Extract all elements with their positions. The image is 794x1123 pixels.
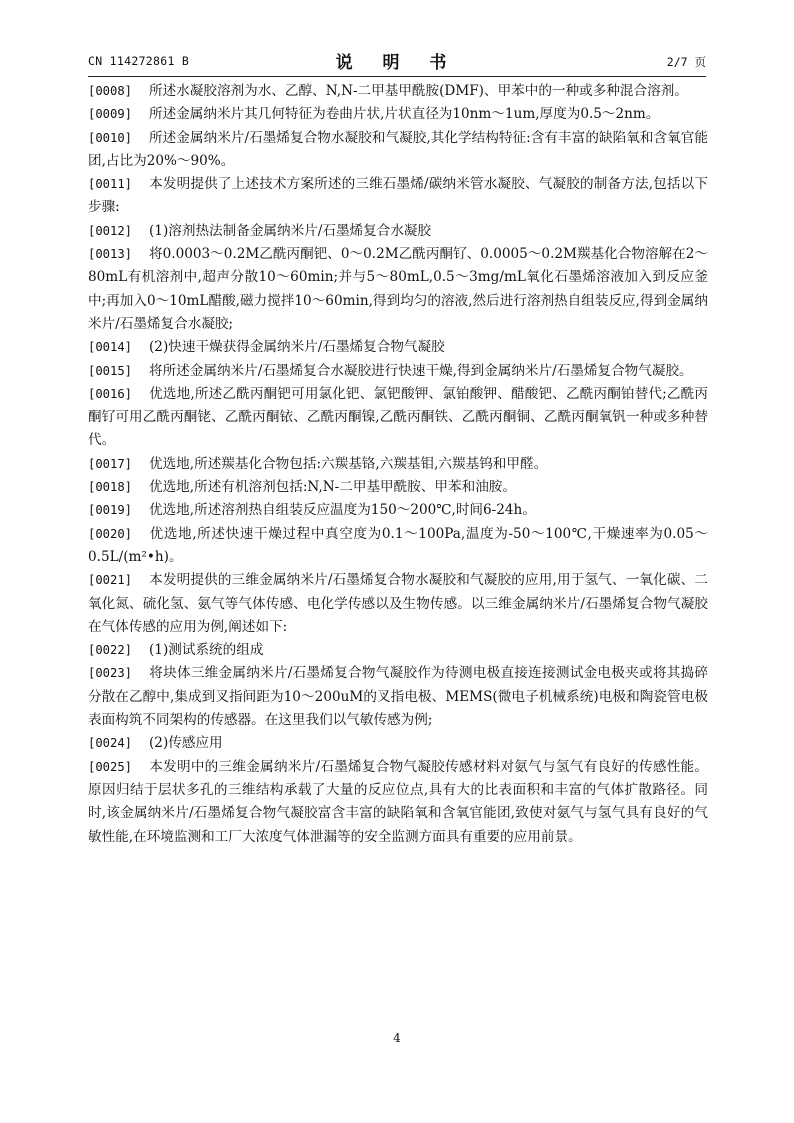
paragraph-number: [0011] (88, 177, 133, 192)
paragraph-number: [0021] (88, 573, 133, 588)
paragraph-0019 (88, 499, 708, 522)
document-body (88, 80, 708, 849)
paragraph-number: [0010] (88, 130, 133, 145)
paragraph-number: [0012] (88, 223, 133, 238)
paragraph-0015 (88, 360, 708, 383)
paragraph-text: 所述金属纳米片/石墨烯复合物水凝胶和气凝胶,其化学结构特征:含有丰富的缺陷氧和含氧官能团,占比为20%～90%。 (88, 129, 708, 169)
paragraph-text: 本发明提供的三维金属纳米片/石墨烯复合物水凝胶和气凝胶的应用,用于氢气、一氧化碳、二氧化氮、硫化氢、氨气等气体传感、电化学传感以及生物传感。以三维金属纳米片/石墨烯复合物气凝胶在气体传感的应用为例,阐述如下: (88, 572, 708, 635)
paragraph-number: [0009] (88, 107, 133, 122)
patent-number: CN 114272861 B (88, 54, 190, 68)
paragraph-number: [0022] (88, 643, 133, 658)
paragraph-0017 (88, 453, 708, 476)
paragraph-0022 (88, 639, 708, 662)
paragraph-text: 将0.0003～0.2M乙酰丙酮钯、0～0.2M乙酰丙酮钌、0.0005～0.2M羰基化合物溶解在2～80mL有机溶剂中,超声分散10～60min;并与5～80mL,0.5～3mg/mL氧化石墨烯溶液加入到反应釜中;再加入0～10mL醋酸,磁力搅拌10～60min,得到均匀的溶液,然后进行溶剂热自组装反应,得到金属纳米片/石墨烯复合水凝胶; (88, 246, 708, 332)
paragraph-0008 (88, 80, 708, 103)
paragraph-0010 (88, 127, 708, 174)
paragraph-number: [0015] (88, 363, 133, 378)
page-number: 4 (393, 1031, 401, 1045)
paragraph-text: 优选地,所述快速干燥过程中真空度为0.1～100Pa,温度为-50～100℃,干燥速率为0.05～0.5L/(m²•h)。 (88, 525, 708, 565)
paragraph-0009 (88, 103, 708, 126)
paragraph-number: [0014] (88, 340, 133, 355)
paragraph-text: 本发明中的三维金属纳米片/石墨烯复合物气凝胶传感材料对氨气与氢气有良好的传感性能。原因归结于层状多孔的三维结构承载了大量的反应位点,具有大的比表面积和丰富的气体扩散路径。同时,该金属纳米片/石墨烯复合物气凝胶富含丰富的缺陷氧和含氧官能团,致使对氨气与氢气具有良好的气敏性能,在环境监测和工厂大浓度气体泄漏等的安全监测方面具有重要的应用前景。 (88, 758, 708, 845)
paragraph-number: [0008] (88, 84, 133, 98)
paragraph-text: 本发明提供了上述技术方案所述的三维石墨烯/碳纳米管水凝胶、气凝胶的制备方法,包括以下步骤: (88, 176, 708, 216)
paragraph-text: (2)传感应用 (149, 735, 223, 752)
page-header (88, 48, 706, 73)
paragraph-0018 (88, 476, 708, 499)
paragraph-text: 优选地,所述乙酰丙酮钯可用氯化钯、氯钯酸钾、氯铂酸钾、醋酸钯、乙酰丙酮铂替代;乙酰丙酮钌可用乙酰丙酮铑、乙酰丙酮铱、乙酰丙酮镍,乙酰丙酮铁、乙酰丙酮铜、乙酰丙酮氧钒一种或多种替代。 (88, 385, 708, 449)
paragraph-0021 (88, 569, 708, 639)
paragraph-text: 优选地,所述羰基化合物包括:六羰基铬,六羰基钼,六羰基钨和甲醛。 (149, 455, 548, 472)
paragraph-0025 (88, 756, 708, 849)
paragraph-text: 优选地,所述溶剂热自组装反应温度为150～200℃,时间6-24h。 (149, 502, 536, 519)
paragraph-text: (1)测试系统的组成 (149, 642, 264, 659)
paragraph-number: [0019] (88, 503, 133, 518)
paragraph-number: [0018] (88, 480, 133, 495)
paragraph-0014 (88, 336, 708, 359)
paragraph-text: 优选地,所述有机溶剂包括:N,N-二甲基甲酰胺、甲苯和油胺。 (149, 479, 516, 496)
paragraph-text: (2)快速干燥获得金属纳米片/石墨烯复合物气凝胶 (149, 339, 445, 356)
paragraph-number: [0020] (88, 526, 133, 541)
header-divider (88, 76, 706, 77)
paragraph-text: 将所述金属纳米片/石墨烯复合水凝胶进行快速干燥,得到金属纳米片/石墨烯复合物气凝胶。 (149, 362, 693, 379)
paragraph-text: 将块体三维金属纳米片/石墨烯复合物气凝胶作为待测电极直接连接测试金电极夹或将其捣碎分散在乙醇中,集成到叉指间距为10～200uM的叉指电极、MEMS(微电子机械系统)电极和陶瓷管电极表面构筑不同架构的传感器。在这里我们以气敏传感为例; (88, 665, 708, 729)
paragraph-0011 (88, 173, 708, 220)
paragraph-text: 所述水凝胶溶剂为水、乙醇、N,N-二甲基甲酰胺(DMF)、甲苯中的一种或多种混合溶剂。 (149, 83, 688, 99)
document-title: 说 明 书 (335, 53, 459, 73)
paragraph-0024 (88, 732, 708, 755)
paragraph-number: [0013] (88, 247, 133, 262)
paragraph-number: [0024] (88, 736, 133, 751)
paragraph-0013 (88, 243, 708, 336)
paragraph-text: 所述金属纳米片其几何特征为卷曲片状,片状直径为10nm～1um,厚度为0.5～2nm。 (149, 106, 660, 123)
paragraph-number: [0023] (88, 666, 133, 681)
paragraph-0016 (88, 383, 708, 453)
paragraph-0020 (88, 523, 708, 570)
paragraph-number: [0016] (88, 386, 133, 401)
paragraph-text: (1)溶剂热法制备金属纳米片/石墨烯复合水凝胶 (149, 222, 432, 239)
paragraph-0012 (88, 220, 708, 243)
page-indicator: 2/7 页 (666, 55, 706, 69)
paragraph-0023 (88, 662, 708, 732)
paragraph-number: [0017] (88, 456, 133, 471)
paragraph-number: [0025] (88, 759, 133, 774)
